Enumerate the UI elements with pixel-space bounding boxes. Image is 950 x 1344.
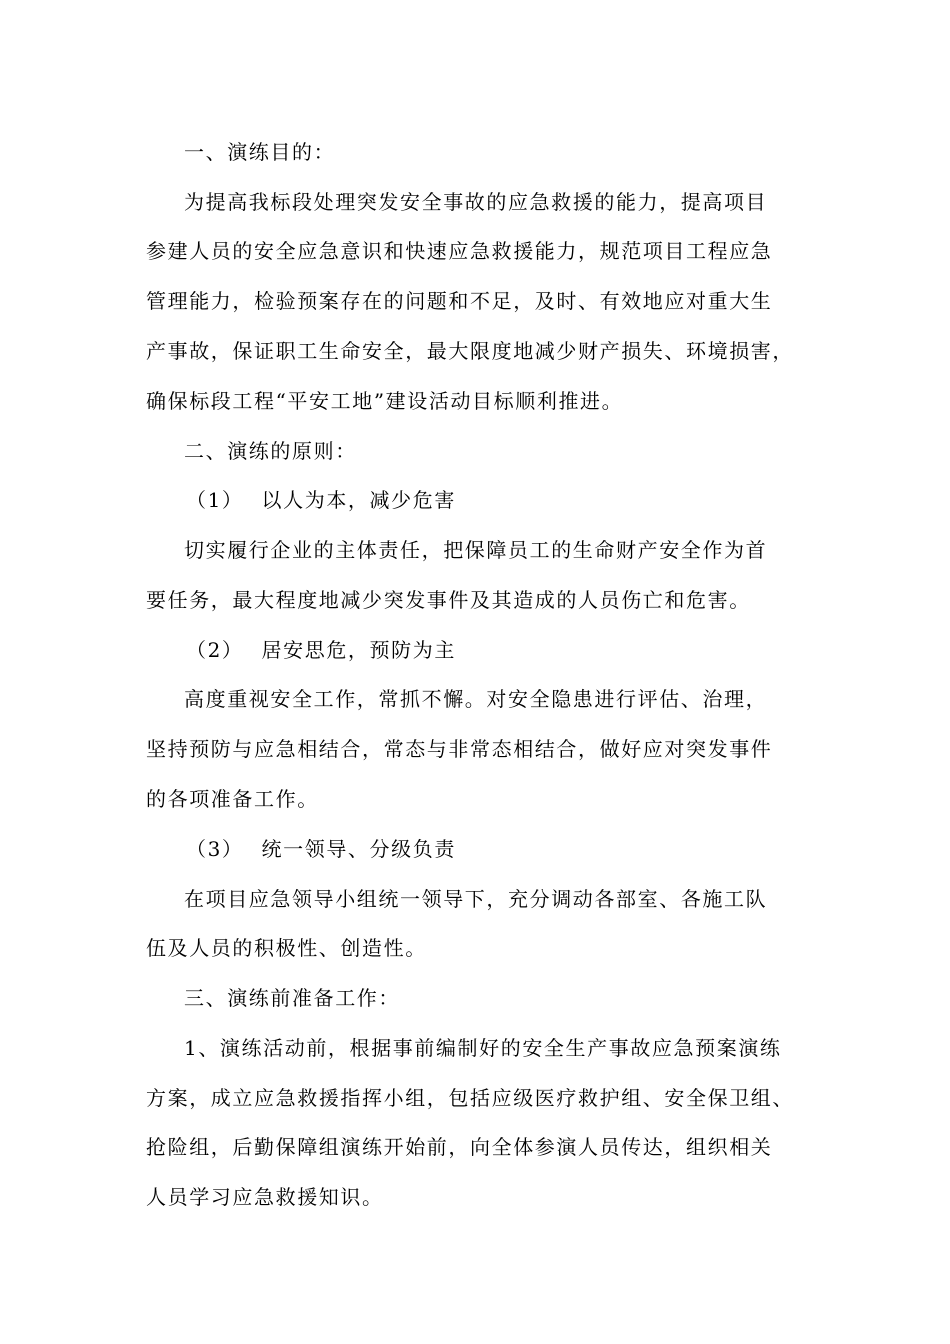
section1-heading: 一、演练目的： [184,140,336,164]
section1-para-line: 管理能力，检验预案存在的问题和不足，及时、有效地应对重大生 [146,289,773,313]
section3-heading: 三、演练前准备工作： [184,986,400,1010]
principle-title: 统一领导、分级负责 [261,837,456,861]
principle-3-title [186,836,456,862]
principle-1-line: 切实履行企业的主体责任，把保障员工的生命财产安全作为首 [184,538,768,562]
section3-item1-line: 1、演练活动前，根据事前编制好的安全生产事故应急预案演练 [184,1036,782,1060]
principle-number: （2） [186,638,244,662]
principle-title: 以人为本，减少危害 [261,488,456,512]
principle-1-title [186,487,456,513]
principle-3-line: 在项目应急领导小组统一领导下，充分调动各部室、各施工队 [184,887,768,911]
section2-heading: 二、演练的原则： [184,439,357,463]
section1-para-line: 为提高我标段处理突发安全事故的应急救援的能力，提高项目 [184,190,768,214]
principle-title: 居安思危，预防为主 [261,638,456,662]
principle-2-line: 的各项准备工作。 [146,787,319,811]
principle-number: （3） [186,837,244,861]
principle-1-line: 要任务，最大程度地减少突发事件及其造成的人员伤亡和危害。 [146,588,751,612]
principle-3-line: 伍及人员的积极性、创造性。 [146,936,427,960]
section1-para-line: 参建人员的安全应急意识和快速应急救援能力，规范项目工程应急 [146,239,773,263]
section3-item1-line: 抢险组，后勤保障组演练开始前，向全体参演人员传达，组织相关 [146,1135,773,1159]
section3-item1-line: 人员学习应急救援知识。 [146,1185,384,1209]
principle-2-line: 坚持预防与应急相结合，常态与非常态相结合，做好应对突发事件 [146,737,773,761]
section1-para-line: 确保标段工程“平安工地”建设活动目标顺利推进。 [146,389,624,413]
principle-2-line: 高度重视安全工作，常抓不懈。对安全隐患进行评估、治理， [184,687,768,711]
section3-item1-line: 方案，成立应急救援指挥小组，包括应级医疗救护组、安全保卫组、 [146,1086,794,1110]
principle-number: （1） [186,488,244,512]
section1-para-line: 产事故，保证职工生命安全，最大限度地减少财产损失、环境损害， [146,339,794,363]
principle-2-title [186,637,456,663]
